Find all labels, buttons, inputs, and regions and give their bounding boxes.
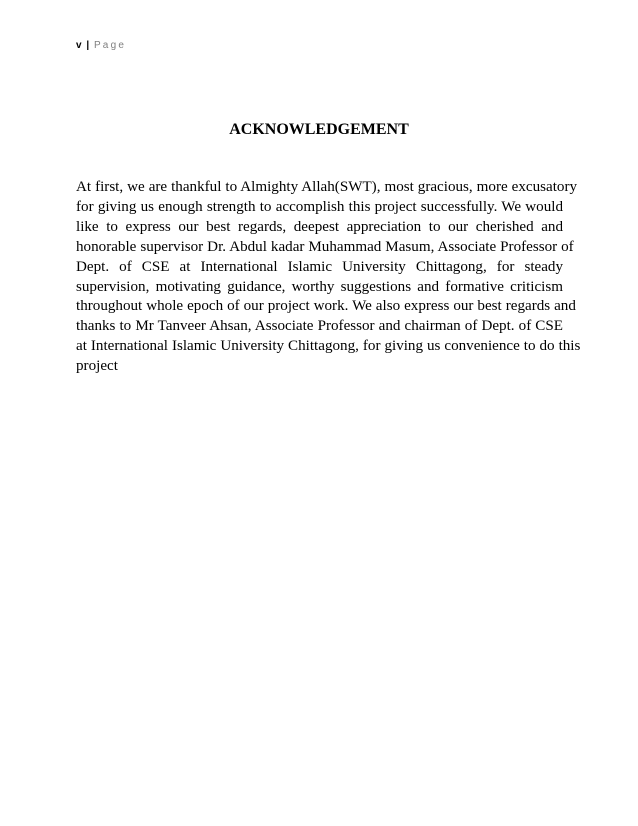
paragraph-line: project (76, 358, 118, 375)
paragraph-line: throughout whole epoch of our project work. We also express our best regards and (76, 298, 576, 315)
page-header (76, 39, 126, 53)
paragraph-line: thanks to Mr Tanveer Ahsan, Associate Professor and chairman of Dept. of CSE (76, 318, 563, 335)
paragraph-line: at International Islamic University Chittagong, for giving us convenience to do this (76, 338, 581, 355)
page-separator: | (86, 40, 90, 51)
acknowledgement-paragraph (76, 178, 581, 377)
page-label: Page (93, 40, 127, 51)
paragraph-line: At first, we are thankful to Almighty Allah(SWT), most gracious, more excusatory (76, 179, 578, 195)
page-number: v (76, 40, 82, 51)
paragraph-line: like to express our best regards, deepest appreciation to our cherished and (76, 218, 563, 235)
page-title: ACKNOWLEDGEMENT (229, 121, 409, 138)
paragraph-line: Dept. of CSE at International Islamic University Chittagong, for steady (76, 258, 563, 275)
paragraph-line: honorable supervisor Dr. Abdul kadar Muhammad Masum, Associate Professor of (76, 238, 574, 255)
paragraph-line: for giving us enough strength to accomplish this project successfully. We would (76, 198, 563, 215)
paragraph-line: supervision, motivating guidance, worthy suggestions and formative criticism (76, 278, 563, 295)
